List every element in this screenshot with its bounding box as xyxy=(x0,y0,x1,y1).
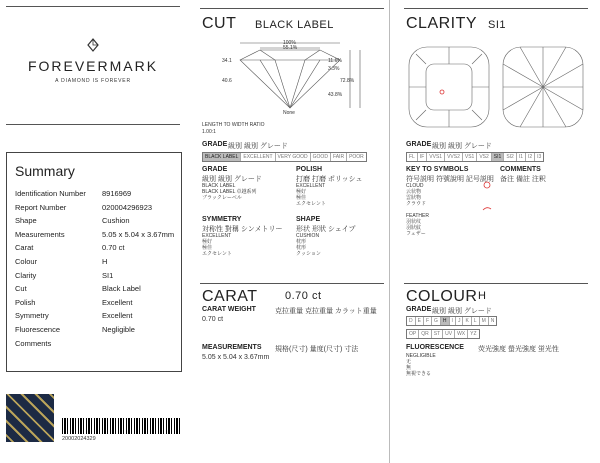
brand-logo xyxy=(6,38,180,84)
colour-grade-cell: I xyxy=(450,317,456,325)
summary-row-value: Excellent xyxy=(102,311,133,321)
colour-grade-cell: D xyxy=(407,317,416,325)
detail-line: 極好 xyxy=(296,189,307,195)
shape-heading: SHAPE xyxy=(296,216,321,223)
cut-grade-scale xyxy=(202,152,367,162)
comments-heading: COMMENTS xyxy=(500,166,541,173)
detail-line: FEATHER xyxy=(406,213,429,219)
diagram-table: 55.1% xyxy=(283,45,298,51)
cut-grade-cell: POOR xyxy=(349,154,364,160)
clarity-grade-cell: VS1 xyxy=(463,153,477,161)
clarity-grade-cell: I2 xyxy=(526,153,535,161)
measurements-jp: 規格(尺寸) 量度(尺寸) 寸法 xyxy=(275,346,359,353)
colour-grade-cell: F xyxy=(424,317,432,325)
cloud-symbol-icon xyxy=(482,180,492,190)
summary-row-label: Identification Number xyxy=(15,189,86,198)
cut-grade-block-jp: 級別 級別 グレード xyxy=(202,176,262,183)
colour-grade-jp: 級別 級別 グレード xyxy=(432,308,492,315)
key-heading: KEY TO SYMBOLS xyxy=(406,166,469,173)
clarity-plot-bottom xyxy=(500,44,586,130)
summary-row-value: 5.05 x 5.04 x 3.67mm xyxy=(102,229,175,239)
inclusion-marker xyxy=(440,90,444,94)
mid-divider-left xyxy=(200,283,384,284)
cut-grade-heading: GRADE xyxy=(202,166,228,173)
detail-line: 極好 xyxy=(202,239,213,245)
colour-grade-cell: K xyxy=(463,317,471,325)
detail-line: 枕形 xyxy=(296,239,307,245)
detail-line: 无 xyxy=(406,359,412,365)
colour-scale-row1 xyxy=(406,316,497,326)
carat-weight-jp: 克拉重量 克拉重量 カラット重量 xyxy=(275,308,377,315)
measurements-value: 5.05 x 5.04 x 3.67mm xyxy=(202,354,270,361)
cut-grade-cell: VERY GOOD xyxy=(276,153,311,161)
barcode xyxy=(62,418,180,434)
summary-row-value: Black Label xyxy=(102,284,141,294)
cut-grade-label: GRADE xyxy=(202,141,228,148)
detail-line: 極佳 xyxy=(202,245,213,251)
summary-row-value: Negligible xyxy=(102,325,135,334)
summary-row-value: H xyxy=(102,257,108,266)
top-mid-rule xyxy=(200,8,384,9)
summary-row-value: 0.70 ct xyxy=(102,243,125,253)
clarity-title: CLARITY xyxy=(406,15,478,32)
cut-value: BLACK LABEL xyxy=(255,19,334,31)
detail-line: 羽状纹 xyxy=(406,219,422,225)
diagram-crown: 11.6% xyxy=(328,58,342,64)
key-jp: 符号説明 符號說明 記号説明 xyxy=(406,176,494,183)
colour-value: H xyxy=(478,290,487,302)
brand-name: FOREVERMARK xyxy=(27,58,159,74)
summary-row-value: 8916969 xyxy=(102,189,132,198)
cut-grade-jp: 級別 級別 グレード xyxy=(228,143,288,150)
diagram-pavilion-angle: 40.6 xyxy=(222,78,232,84)
clarity-grade-cell: IF xyxy=(418,153,427,161)
clarity-grade-cell: I1 xyxy=(517,153,526,161)
center-divider xyxy=(389,0,390,463)
measurements-label: MEASUREMENTS xyxy=(202,344,262,351)
detail-line: 無視できる xyxy=(406,371,432,377)
clarity-grade-cell: VVS2 xyxy=(445,153,463,161)
colour-grade-cell: OP xyxy=(407,330,419,338)
mid-divider-right xyxy=(404,283,588,284)
summary-row-label: Fluorescence xyxy=(15,325,61,334)
pattern-swatch xyxy=(6,394,54,442)
barcode-number: 20002024329 xyxy=(62,436,96,442)
cut-grade-cell: GOOD xyxy=(311,153,331,161)
carat-weight-label: CARAT WEIGHT xyxy=(202,306,256,313)
detail-line: ブラックレーベル xyxy=(202,195,242,201)
detail-line: クラウド xyxy=(406,201,427,207)
polish-heading: POLISH xyxy=(296,166,323,173)
detail-line: CUSHION xyxy=(296,233,320,239)
key-lines xyxy=(406,183,429,237)
shape-jp: 形状 形狀 シェイプ xyxy=(296,226,356,233)
detail-line: EXCELLENT xyxy=(202,233,232,239)
summary-row-value: Excellent xyxy=(102,297,133,307)
clarity-plot-top xyxy=(406,44,492,130)
clarity-grade-label: GRADE xyxy=(406,141,432,148)
cut-grade-cell: BLACK LABEL xyxy=(203,153,241,161)
fluorescence-lines xyxy=(406,353,436,377)
top-right-rule xyxy=(404,8,588,9)
colour-grade-cell: N xyxy=(490,318,495,324)
top-left-rule xyxy=(6,6,180,7)
detail-line: フェザー xyxy=(406,231,426,237)
colour-grade-cell: J xyxy=(456,317,464,325)
diagram-culet: None xyxy=(283,110,295,116)
diamond-mark-icon xyxy=(87,38,99,52)
detail-line: 雲狀物 xyxy=(406,195,422,201)
carat-value: 0.70 ct xyxy=(285,290,322,302)
detail-line: エクセレント xyxy=(296,201,326,207)
summary-row-label: Polish xyxy=(15,297,36,307)
colour-scale-row2 xyxy=(406,329,480,339)
clarity-grade-cell: SI2 xyxy=(504,153,517,161)
summary-row-label: Carat xyxy=(15,243,34,253)
clarity-grade-cell: VS2 xyxy=(477,153,491,161)
shape-lines xyxy=(296,233,321,257)
detail-line: 羽狀紋 xyxy=(406,225,422,231)
feather-symbol-icon xyxy=(482,206,492,212)
summary-row-value: Cushion xyxy=(102,216,130,226)
colour-grade-cell: UV xyxy=(443,330,455,338)
carat-title: CARAT xyxy=(202,288,258,305)
detail-line: BLACK LABEL 卓越系列 xyxy=(202,189,257,195)
colour-grade-cell: G xyxy=(432,317,441,325)
symmetry-heading: SYMMETRY xyxy=(202,216,242,223)
colour-grade-cell: YZ xyxy=(470,331,477,337)
ratio-value: 1.00:1 xyxy=(202,129,216,135)
diagram-top: 100% xyxy=(283,40,296,46)
carat-weight-value: 0.70 ct xyxy=(202,316,224,323)
diagram-crown-angle: 34.1 xyxy=(222,58,232,64)
colour-title: COLOUR xyxy=(406,288,478,305)
colour-grade-cell: QR xyxy=(419,330,432,338)
detail-line: CLOUD xyxy=(406,183,424,189)
diagram-depth: 72.8% xyxy=(340,78,355,84)
clarity-grade-scale xyxy=(406,152,544,162)
summary-row-label: Clarity xyxy=(15,270,37,280)
colour-grade-cell: WX xyxy=(455,330,468,338)
summary-row-label: Cut xyxy=(15,284,27,294)
clarity-grade-cell: SI1 xyxy=(492,153,505,161)
clarity-grade-jp: 級別 級別 グレード xyxy=(432,143,492,150)
detail-line: EXCELLENT xyxy=(296,183,326,189)
brand-tagline: A DIAMOND IS FOREVER xyxy=(55,78,131,84)
cut-grade-lines xyxy=(202,183,257,201)
symmetry-jp: 対称性 對稱 シンメトリー xyxy=(202,226,283,233)
cut-grade-cell: FAIR xyxy=(331,153,347,161)
cut-title: CUT xyxy=(202,15,237,32)
detail-line: NEGLIGIBLE xyxy=(406,353,436,359)
summary-row-label: Symmetry xyxy=(15,311,49,321)
detail-line: 無 xyxy=(406,365,412,371)
detail-line: 云状物 xyxy=(406,189,422,195)
clarity-value: SI1 xyxy=(488,19,507,31)
comments-jp: 备注 備註 注釈 xyxy=(500,176,546,183)
fluorescence-label: FLUORESCENCE xyxy=(406,344,464,351)
clarity-grade-cell: FL xyxy=(407,153,418,161)
ratio-label: LENGTH TO WIDTH RATIO xyxy=(202,122,265,128)
fluorescence-jp: 荧光強度 螢光強度 蛍光性 xyxy=(478,346,559,353)
summary-row-value: SI1 xyxy=(102,270,114,280)
logo-bottom-rule xyxy=(6,124,180,125)
symmetry-lines xyxy=(202,233,232,257)
detail-line: クッション xyxy=(296,251,321,257)
summary-row-label: Colour xyxy=(15,257,38,266)
detail-line: エクセレント xyxy=(202,251,232,257)
colour-grade-cell: E xyxy=(416,317,424,325)
clarity-grade-cell: VVS1 xyxy=(427,153,445,161)
summary-row-label: Shape xyxy=(15,216,37,226)
summary-row-label: Measurements xyxy=(15,229,65,239)
detail-line: 極佳 xyxy=(296,195,307,201)
summary-row-label: Comments xyxy=(15,338,52,348)
clarity-grade-cell: I3 xyxy=(537,154,542,160)
detail-line: 枕形 xyxy=(296,245,307,251)
cut-grade-cell: EXCELLENT xyxy=(241,153,275,161)
polish-jp: 打磨 打磨 ポリッシュ xyxy=(296,176,363,183)
summary-row-label: Report Number xyxy=(15,202,67,212)
colour-grade-cell: L xyxy=(472,317,480,325)
summary-panel xyxy=(6,152,182,372)
polish-lines xyxy=(296,183,326,207)
colour-grade-cell: M xyxy=(480,317,489,325)
detail-line: BLACK LABEL xyxy=(202,183,236,189)
colour-grade-cell: H xyxy=(441,317,450,325)
colour-grade-cell: ST xyxy=(432,330,443,338)
summary-title: Summary xyxy=(15,163,75,179)
summary-row-value: 020004296923 xyxy=(102,202,153,212)
diagram-girdle: 3.3% xyxy=(328,66,340,72)
colour-grade-label: GRADE xyxy=(406,306,432,313)
diagram-pavilion: 43.8% xyxy=(328,92,343,98)
